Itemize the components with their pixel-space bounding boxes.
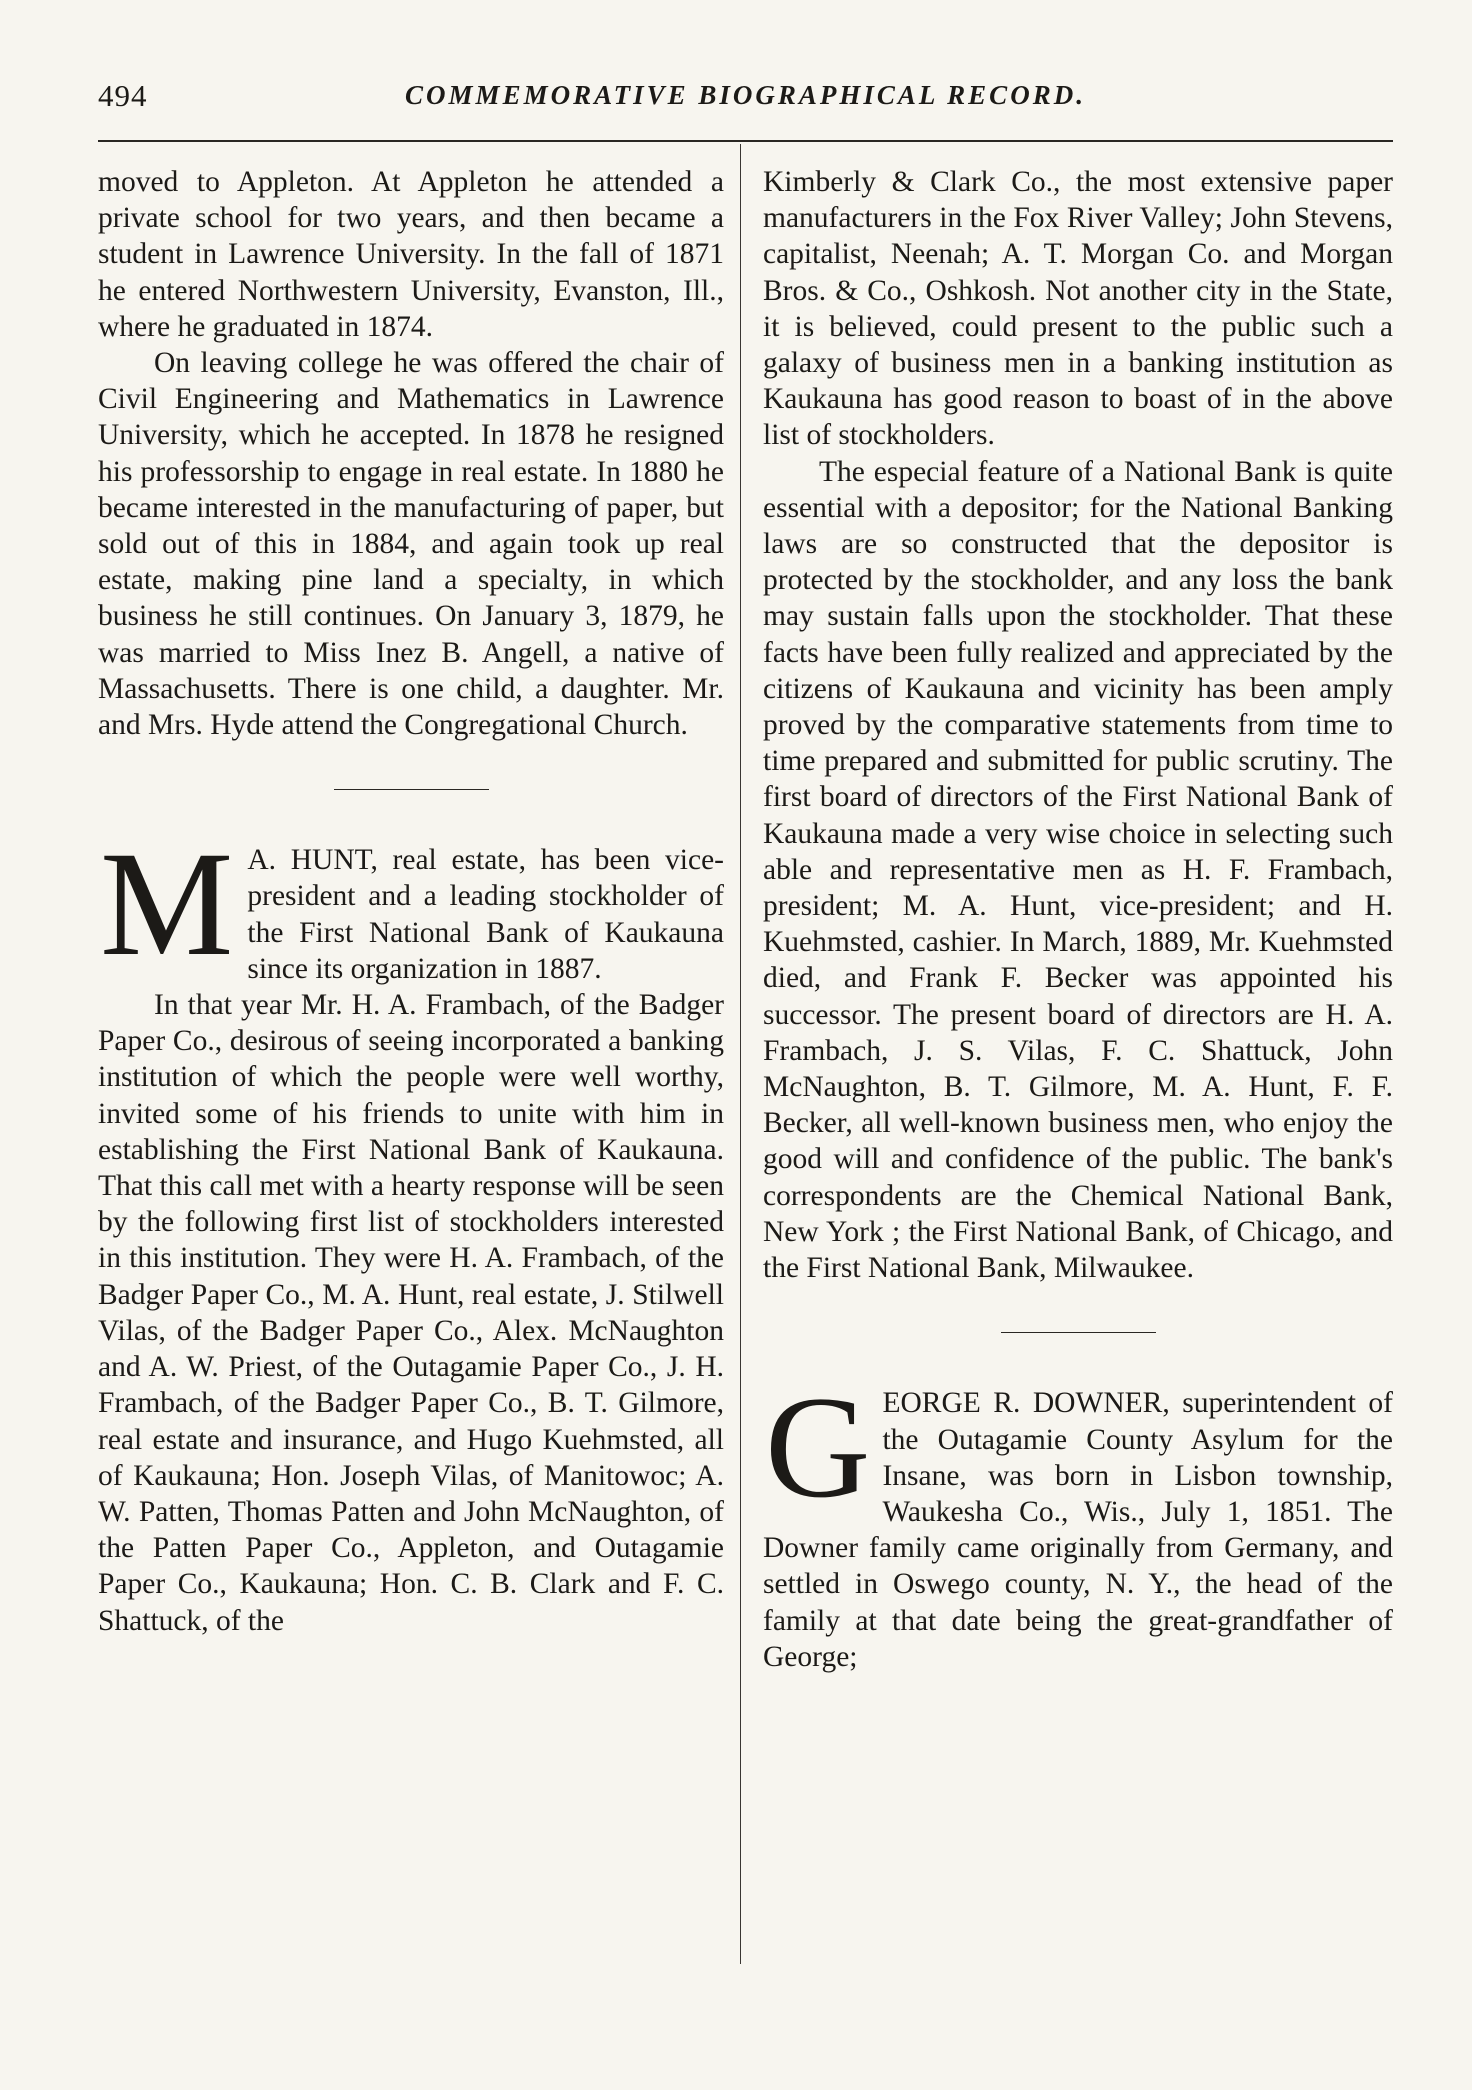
section-separator (334, 789, 489, 790)
hyde-paragraph-continued: moved to Appleton. At Appleton he attended a private school for two years, and then became a student in Lawrence University. In the fall of 1871 he entered Northwestern University, Evanston, Ill., where he graduated in 1874. (98, 166, 724, 343)
downer-intro-paragraph: EORGE R. DOWNER, superintendent of the Outagamie County Asylum for the Insane, was born in Lisbon township, Waukesha Co., Wis., July 1, 1851. The Downer family came originally from Germany, and settled in Oswego county, N. Y., the head of the family at that date being the great-grandfather of George; (763, 1387, 1393, 1673)
hunt-bank-paragraph: In that year Mr. H. A. Frambach, of the Badger Paper Co., desirous of seeing incorporated a banking institution of which the people were well worthy, invited some of his friends to unite with him in establishing the First National Bank of Kaukauna. That this call met with a hearty response will be seen by the following first list of stockholders interested in this institution. They were H. A. Frambach, of the Badger Paper Co., M. A. Hunt, real estate, J. Stilwell Vilas, of the Badger Paper Co., Alex. McNaughton and A. W. Priest, of the Outagamie Paper Co., J. H. Frambach, of the Badger Paper Co., B. T. Gilmore, real estate and insurance, and Hugo Kuehmsted, all of Kaukauna; Hon. Joseph Vilas, of Manitowoc; A. W. Patten, Thomas Patten and John McNaughton, of the Patten Paper Co., Appleton, and Outagamie Paper Co., Kaukauna; Hon. C. B. Clark and F. C. Shattuck, of the (98, 989, 724, 1637)
header-rule (98, 140, 1393, 142)
national-bank-paragraph: The especial feature of a National Bank is quite essential with a depositor; for the National Banking laws are so constructed that the depositor is protected by the stockholder, and any loss the bank may sustain falls upon the stockholder. That these facts have been fully realized and appreciated by the citizens of Kaukauna and vicinity has been amply proved by the comparative statements from time to time prepared and submitted for public scrutiny. The first board of directors of the First National Bank of Kaukauna made a very wise choice in selecting such able and representative men as H. F. Frambach, president; M. A. Hunt, vice-president; and H. Kuehmsted, cashier. In March, 1889, Mr. Kuehmsted died, and Frank F. Becker was appointed his successor. The present board of directors are H. A. Frambach, J. S. Vilas, F. C. Shattuck, John McNaughton, B. T. Gilmore, M. A. Hunt, F. F. Becker, all well-known business men, who enjoy the good will and confidence of the public. The bank's correspondents are the Chemical National Bank, New York ; the First National Bank, of Chicago, and the First National Bank, Milwaukee. (763, 455, 1393, 1285)
column-divider (740, 144, 741, 1964)
stockholders-paragraph-continued: Kimberly & Clark Co., the most extensive paper manufacturers in the Fox River Valley; John Stevens, capitalist, Neenah; A. T. Morgan Co. and Morgan Bros. & Co., Oshkosh. Not another city in the State, it is believed, could present to the public such a galaxy of business men in a banking institution as Kaukauna has good reason to boast of in the above list of stockholders. (763, 166, 1393, 452)
hyde-paragraph: On leaving college he was offered the chair of Civil Engineering and Mathematics in Lawrence University, which he accepted. In 1878 he resigned his professorship to engage in real estate. In 1880 he became interested in the manufacturing of paper, but sold out of this in 1884, and again took up real estate, making pine land a specialty, in which business he still continues. On January 3, 1879, he was married to Miss Inez B. Angell, a native of Massachusetts. There is one child, a daughter. Mr. and Mrs. Hyde attend the Congregational Church. (98, 347, 724, 742)
right-column (763, 164, 1393, 1675)
page-header (98, 78, 1393, 118)
drop-cap-m: M (100, 821, 234, 988)
hunt-intro-paragraph: A. HUNT, real estate, has been vice-president and a leading stockholder of the First National Bank of Kaukauna since its organization in 1887. (247, 844, 724, 985)
page-number: 494 (98, 78, 148, 113)
drop-cap-g: G (765, 1366, 871, 1529)
section-separator (1001, 1332, 1156, 1333)
running-title: COMMEMORATIVE BIOGRAPHICAL RECORD. (405, 80, 1086, 110)
left-column (98, 164, 724, 1639)
